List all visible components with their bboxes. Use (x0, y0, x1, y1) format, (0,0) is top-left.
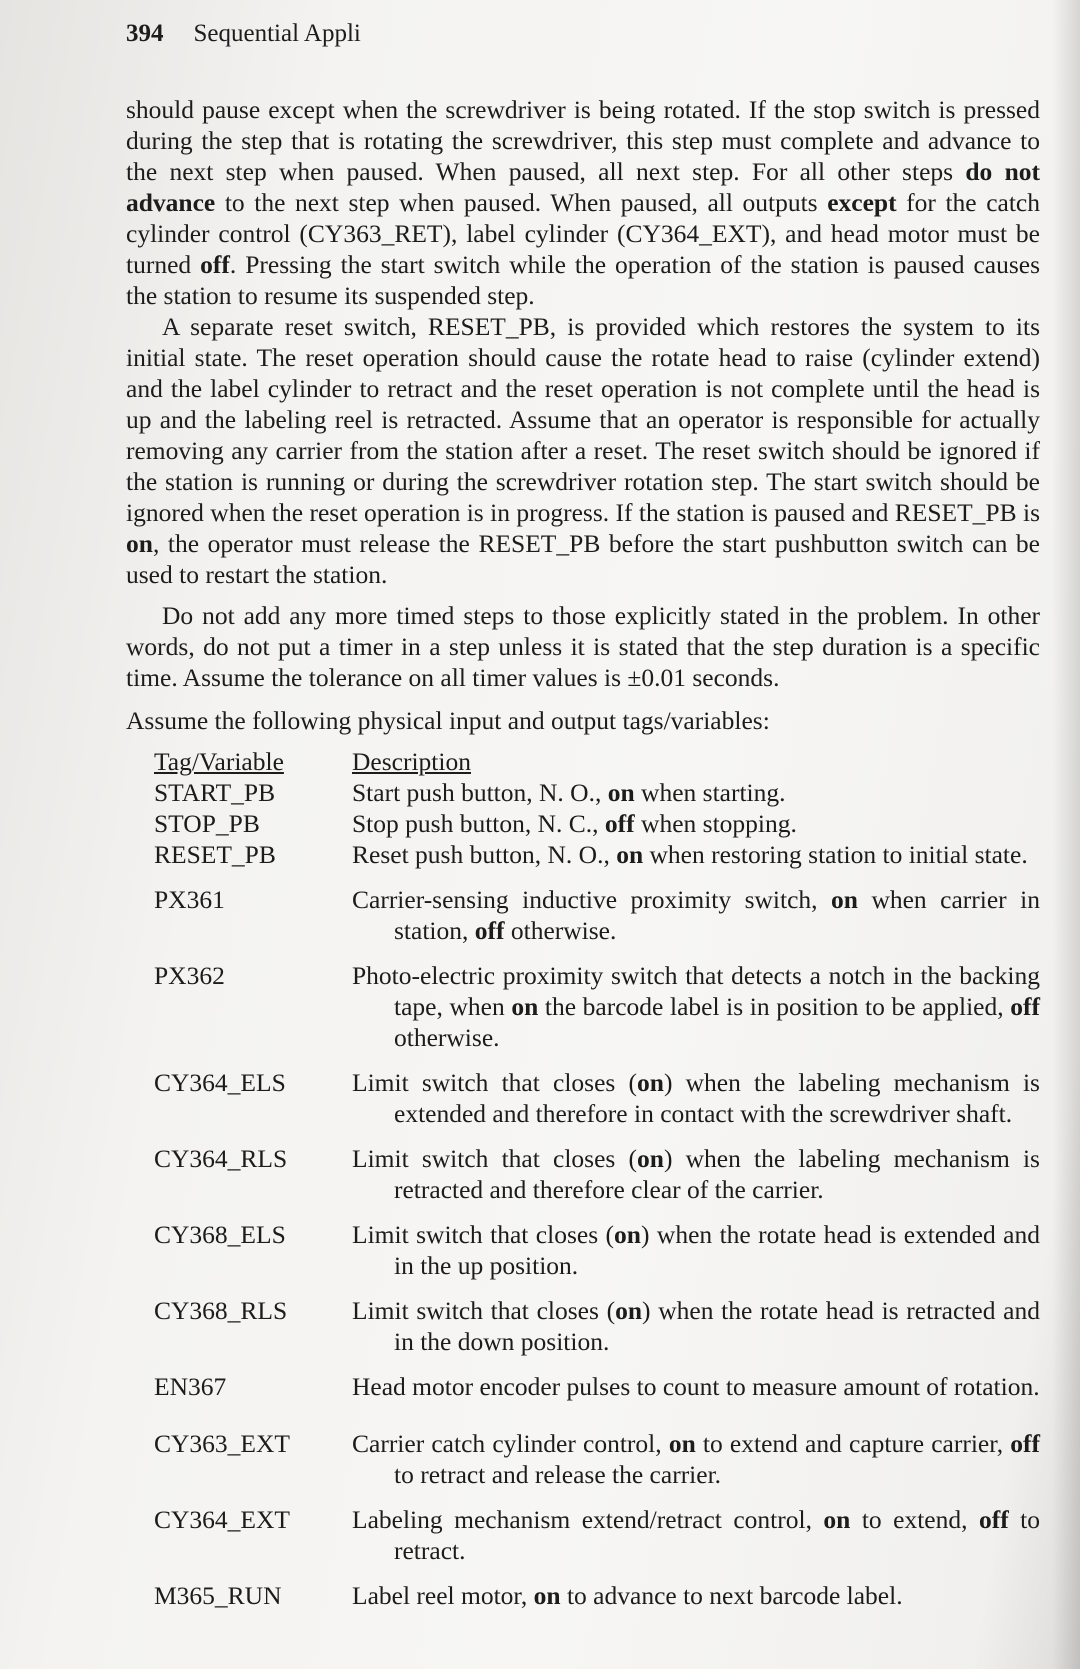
text-run: Photo-electric proximity switch that detects a notch in the backing tape, when (352, 961, 1040, 1021)
emphasis-text: on (637, 1144, 664, 1173)
tag-description (352, 808, 1040, 839)
text-run: when restoring station to initial state. (643, 840, 1028, 869)
text-run: to extend and capture carrier, (695, 1429, 1011, 1458)
emphasis-text: on (533, 1581, 561, 1610)
tag-description (352, 1219, 1040, 1281)
paragraph (126, 600, 1040, 693)
tag-description (352, 1580, 1040, 1611)
emphasis-text: off (200, 250, 230, 279)
tag-description (352, 777, 1040, 808)
text-run: the barcode label is in position to be applied, (538, 992, 1011, 1021)
emphasis-text: on (615, 1296, 643, 1325)
tag-name: CY364_ELS (154, 1068, 286, 1097)
text-run: ) when the rotate head is retracted and in the down position. (394, 1296, 1040, 1356)
text-run: otherwise. (394, 1023, 500, 1052)
body-text (126, 94, 1040, 693)
tag-name: CY363_EXT (154, 1429, 290, 1458)
tag-row (154, 1143, 1040, 1205)
tag-name: CY364_RLS (154, 1144, 288, 1173)
emphasis-text: on (823, 1505, 851, 1534)
tag-description (352, 1428, 1040, 1490)
tags-intro: Assume the following physical input and output tags/variables: (126, 706, 770, 735)
text-run: Limit switch that closes ( (352, 1296, 616, 1325)
tag-row (154, 1371, 1040, 1402)
tag-name: M365_RUN (154, 1581, 282, 1610)
description-column-header: Description (352, 747, 471, 776)
tag-name: START_PB (154, 778, 276, 807)
tag-description (352, 1067, 1040, 1129)
paragraph (126, 94, 1040, 311)
tag-name: CY368_ELS (154, 1220, 286, 1249)
emphasis-text: on (607, 778, 635, 807)
text-run: when starting. (634, 778, 786, 807)
emphasis-text: off (1010, 1429, 1040, 1458)
page-number: 394 (126, 20, 164, 47)
text-run: A separate reset switch, RESET_PB, is provided which restores the system to its initial state. The reset operation should cause the rotate head to raise (cylinder extend) and the label cylinder to retract and the reset operation is not complete until the head is up and the labeling reel is retracted. Assume that an operator is responsible for actually removing any carrier from the station after a reset. The reset switch should be ignored if the station is running or during the screwdriver rotation step. The start switch should be ignored when the reset operation is in progress. If the station is paused and RESET_PB is (126, 312, 1040, 527)
tag-description (352, 1295, 1040, 1357)
emphasis-text: off (474, 916, 505, 945)
text-run: Do not add any more timed steps to those explicitly stated in the problem. In other words, do not put a timer in a step unless it is stated that the step duration is a specific time. Assume the tolerance on all timer values is ±0.01 seconds. (126, 601, 1040, 692)
tag-name: EN367 (154, 1372, 227, 1401)
tag-description (352, 960, 1040, 1053)
tag-description (352, 884, 1040, 946)
tag-row (154, 960, 1040, 1053)
text-run: Limit switch that closes ( (352, 1220, 615, 1249)
tag-row (154, 1580, 1040, 1611)
text-run: Carrier-sensing inductive proximity switch, (352, 885, 832, 914)
emphasis-text: on (637, 1068, 664, 1097)
text-run: , the operator must release the RESET_PB before the start pushbutton switch can be used to restart the station. (126, 529, 1040, 589)
tag-row (154, 1428, 1040, 1490)
emphasis-text: except (827, 188, 897, 217)
text-run: should pause except when the screwdriver is being rotated. If the stop switch is pressed during the step that is rotating the screwdriver, this step must complete and advance to the next step when paused. When paused, all next step. For all other steps (126, 95, 1040, 186)
text-run: to the next step when paused. When paused, all outputs (215, 188, 828, 217)
page-edge-shadow (1052, 0, 1080, 1669)
text-run: when carrier in station, (394, 885, 1040, 945)
text-run: when stopping. (634, 809, 797, 838)
emphasis-text: on (831, 885, 858, 914)
text-run: Label reel motor, (352, 1581, 534, 1610)
emphasis-text: on (668, 1429, 696, 1458)
text-run: Carrier catch cylinder control, (352, 1429, 669, 1458)
emphasis-text: off (978, 1505, 1009, 1534)
emphasis-text: off (1010, 992, 1040, 1021)
emphasis-text: on (616, 840, 644, 869)
tag-row (154, 1504, 1040, 1566)
tag-row (154, 1295, 1040, 1357)
tag-row (154, 808, 1040, 839)
text-run: to advance to next barcode label. (560, 1581, 903, 1610)
running-head (126, 20, 1040, 48)
tag-row (154, 1219, 1040, 1281)
tag-row (154, 884, 1040, 946)
tag-name: CY364_EXT (154, 1505, 290, 1534)
text-run: to retract and release the carrier. (394, 1460, 722, 1489)
tag-description (352, 1143, 1040, 1205)
tag-table-header (154, 746, 1040, 777)
text-run: for the catch cylinder control (CY363_RET), label cylinder (CY364_EXT), and head motor must be turned (126, 188, 1040, 279)
text-run: to retract. (394, 1505, 1040, 1565)
text-run: ) when the labeling mechanism is retracted and therefore clear of the carrier. (394, 1144, 1040, 1204)
text-run: Start push button, N. O., (352, 778, 608, 807)
tag-name: CY368_RLS (154, 1296, 288, 1325)
text-run: otherwise. (504, 916, 617, 945)
text-run: ) when the rotate head is extended and in the up position. (394, 1220, 1040, 1280)
tag-table (154, 746, 1040, 1611)
text-run: . Pressing the start switch while the operation of the station is paused causes the station to resume its suspended step. (126, 250, 1040, 310)
tag-description (352, 1504, 1040, 1566)
tag-name: RESET_PB (154, 840, 276, 869)
tag-name: STOP_PB (154, 809, 260, 838)
text-run: Limit switch that closes ( (352, 1068, 637, 1097)
emphasis-text: on (126, 529, 153, 558)
tag-name: PX361 (154, 885, 225, 914)
paragraph-gap (126, 590, 1040, 600)
tag-description (352, 839, 1040, 870)
tag-table-body (154, 777, 1040, 1611)
running-title: Sequential Appli (193, 20, 361, 47)
emphasis-text: do not advance (126, 157, 1041, 217)
tag-row (154, 839, 1040, 870)
tag-name: PX362 (154, 961, 225, 990)
emphasis-text: on (614, 1220, 641, 1249)
text-run: to extend, (850, 1505, 979, 1534)
paragraph (126, 311, 1040, 590)
text-run: ) when the labeling mechanism is extended and therefore in contact with the screwdriver shaft. (394, 1068, 1040, 1128)
text-run: Limit switch that closes ( (352, 1144, 637, 1173)
text-run: Labeling mechanism extend/retract control, (352, 1505, 824, 1534)
emphasis-text: off (604, 809, 635, 838)
tag-column-header: Tag/Variable (154, 747, 284, 776)
text-run: Head motor encoder pulses to count to measure amount of rotation. (352, 1372, 1040, 1401)
text-run: Reset push button, N. O., (352, 840, 617, 869)
tag-description (352, 1371, 1040, 1402)
emphasis-text: on (511, 992, 539, 1021)
tag-row (154, 1067, 1040, 1129)
tag-row (154, 777, 1040, 808)
text-run: Stop push button, N. C., (352, 809, 605, 838)
